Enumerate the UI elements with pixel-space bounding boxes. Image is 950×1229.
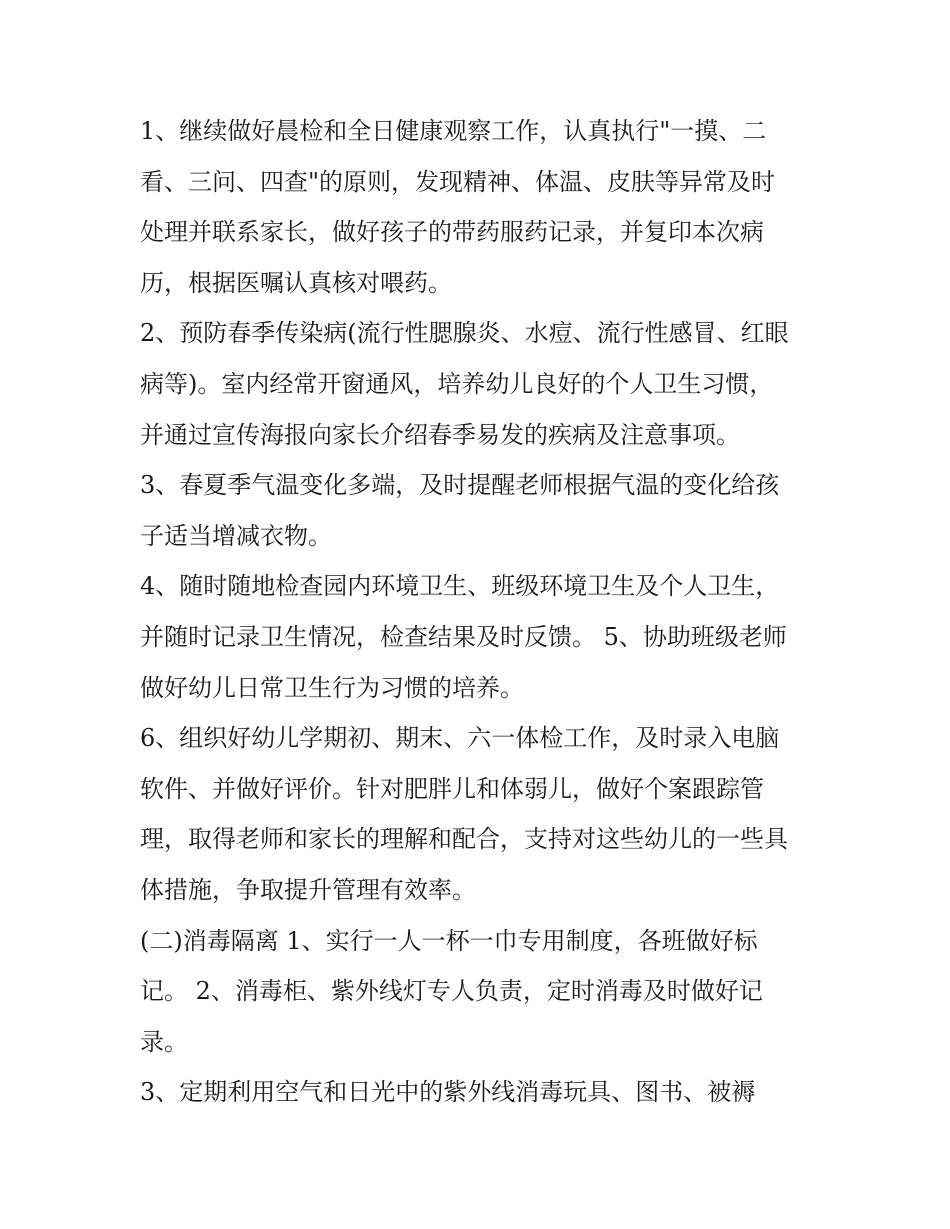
text-line-19: 录。 — [140, 1027, 188, 1056]
text-line-11: 并随时记录卫生情况，检查结果及时反馈。 5、协助班级老师 — [140, 622, 787, 651]
text-line-13: 6、组织好幼儿学期初、期末、六一体检工作，及时录入电脑 — [140, 724, 780, 753]
document-body — [140, 106, 820, 1118]
text-line-2: 看、三问、四查"的原则，发现精神、体温、皮肤等异常及时 — [140, 167, 776, 196]
text-line-6: 病等)。室内经常开窗通风，培养幼儿良好的个人卫生习惯， — [140, 369, 774, 398]
text-line-17: (二)消毒隔离 1、实行一人一杯一巾专用制度，各班做好标 — [140, 926, 758, 955]
text-line-8: 3、春夏季气温变化多端，及时提醒老师根据气温的变化给孩 — [140, 471, 780, 500]
text-line-14: 软件、并做好评价。针对肥胖儿和体弱儿，做好个案跟踪管 — [140, 774, 764, 803]
text-line-7: 并通过宣传海报向家长介绍春季易发的疾病及注意事项。 — [140, 420, 740, 449]
text-line-10: 4、随时随地检查园内环境卫生、班级环境卫生及个人卫生， — [140, 572, 780, 601]
text-line-18: 记。 2、消毒柜、紫外线灯专人负责，定时消毒及时做好记 — [140, 977, 763, 1006]
text-line-9: 子适当增减衣物。 — [140, 521, 332, 550]
text-line-5: 2、预防春季传染病(流行性腮腺炎、水痘、流行性感冒、红眼 — [140, 319, 789, 348]
text-line-20: 3、定期利用空气和日光中的紫外线消毒玩具、图书、被褥 — [140, 1078, 756, 1107]
text-line-3: 处理并联系家长，做好孩子的带药服药记录，并复印本次病 — [140, 218, 764, 247]
text-line-16: 体措施，争取提升管理有效率。 — [140, 875, 476, 904]
text-line-12: 做好幼儿日常卫生行为习惯的培养。 — [140, 673, 524, 702]
text-line-1: 1、继续做好晨检和全日健康观察工作，认真执行"一摸、二 — [140, 117, 767, 145]
text-line-15: 理，取得老师和家长的理解和配合，支持对这些幼儿的一些具 — [140, 825, 788, 854]
text-line-4: 历，根据医嘱认真核对喂药。 — [140, 268, 452, 297]
